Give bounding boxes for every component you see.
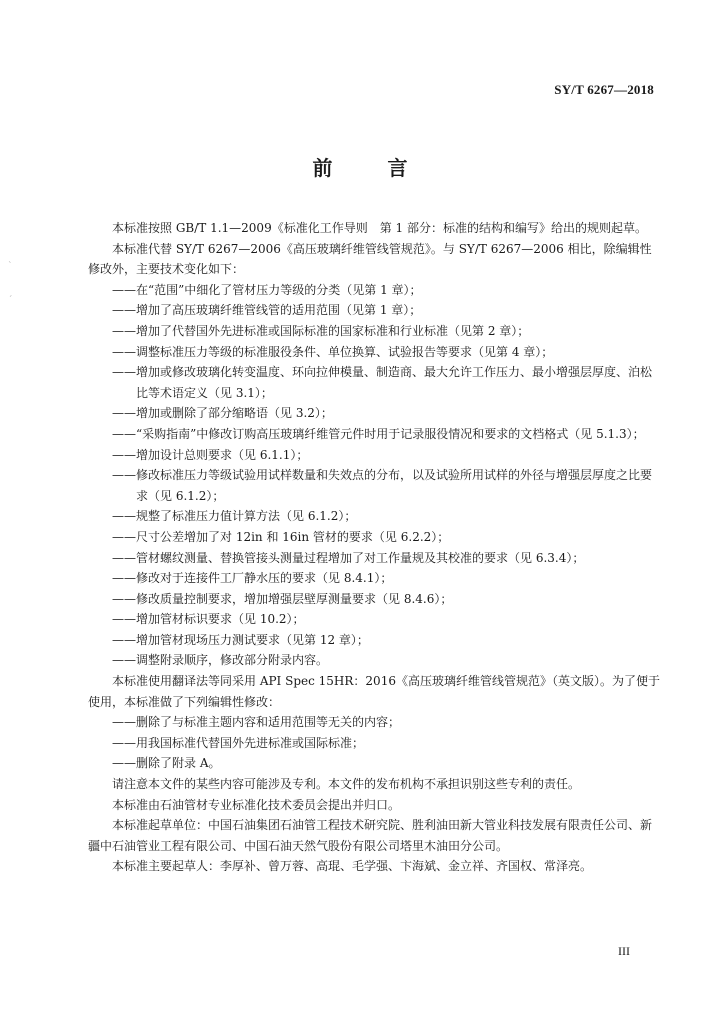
drafting-units-paragraph: 本标准起草单位：中国石油集团石油管工程技术研究院、胜利油田新大管业科技发展有限责任公司、新疆中石油管业工程有限公司、中国石油天然气股份有限公司塔里木油田分公司。: [88, 818, 653, 853]
list-item: ——管材螺纹测量、替换管接头测量过程增加了对工作量规及其校准的要求（见 6.3.4）；: [112, 550, 585, 565]
editorial-changes-list: [88, 712, 660, 774]
page-number: III: [618, 944, 630, 958]
list-item: ——用我国标准代替国外先进标准或国际标准；: [112, 735, 365, 750]
page-title: 前 言: [312, 156, 432, 180]
standard-code: SY/T 6267—2018: [554, 82, 654, 97]
list-item: ——删除了与标准主题内容和适用范围等无关的内容；: [112, 715, 401, 730]
list-item: ——尺寸公差增加了对 12in 和 16in 管材的要求（见 6.2.2）；: [112, 529, 450, 544]
list-item: ——调整标准压力等级的标准服役条件、单位换算、试验报告等要求（见第 4 章）；: [112, 344, 554, 359]
patent-notice: 请注意本文件的某些内容可能涉及专利。本文件的发布机构不承担识别这些专利的责任。: [112, 777, 581, 792]
list-item: ——修改对于连接件工厂静水压的要求（见 8.4.1）；: [112, 571, 393, 586]
list-item: ——增加管材标识要求（见 10.2）；: [112, 612, 305, 627]
list-item: ——增加管材现场压力测试要求（见第 12 章）；: [112, 632, 369, 647]
list-item: ——修改质量控制要求，增加增强层壁厚测量要求（见 8.4.6）；: [112, 591, 453, 606]
list-item: ——增加了代替国外先进标准或国际标准的国家标准和行业标准（见第 2 章）；: [112, 323, 530, 338]
list-item: ——增加或删除了部分缩略语（见 3.2）；: [112, 406, 333, 421]
drafters-paragraph: 本标准主要起草人：李厚补、曾万蓉、高琨、毛学强、卞海斌、金立祥、齐国权、常泽亮。: [112, 859, 593, 874]
list-item: ——规整了标准压力值计算方法（见 6.1.2）；: [112, 509, 357, 524]
scan-mark: ˋ: [8, 262, 13, 272]
list-item: ——删除了附录 A。: [112, 756, 221, 771]
scan-mark: ˊ: [8, 296, 13, 306]
technical-changes-list: [88, 280, 660, 671]
list-item: ——在“范围”中细化了管材压力等级的分类（见第 1 章）；: [112, 282, 422, 297]
adoption-paragraph: 本标准使用翻译法等同采用 API Spec 15HR：2016《高压玻璃纤维管线管规范》（英文版）。为了便于使用，本标准做了下列编辑性修改：: [88, 674, 660, 709]
foreword-body: [88, 218, 660, 877]
proposer-paragraph: 本标准由石油管材专业标准化技术委员会提出并归口。: [112, 797, 401, 812]
replacement-paragraph: 本标准代替 SY/T 6267—2006《高压玻璃纤维管线管规范》。与 SY/T 6267—2006 相比，除编辑性修改外，主要技术变化如下：: [88, 241, 652, 277]
drafting-rule-paragraph: 本标准按照 GB/T 1.1—2009《标准化工作导则 第 1 部分：标准的结构和编写》给出的规则起草。: [112, 221, 647, 235]
list-item: ——“采购指南”中修改订购高压玻璃纤维管元件时用于记录服役情况和要求的文档格式（见 5.1.3）；: [112, 426, 645, 441]
list-item: ——增加设计总则要求（见 6.1.1）；: [112, 447, 309, 462]
list-item: ——增加了高压玻璃纤维管线管的适用范围（见第 1 章）；: [112, 303, 422, 318]
list-item: ——增加或修改玻璃化转变温度、环向拉伸模量、制造商、最大允许工作压力、最小增强层厚度、泊松比等术语定义（见 3.1）；: [112, 365, 653, 400]
list-item: ——修改标准压力等级试验用试样数量和失效点的分布，以及试验所用试样的外径与增强层厚度之比要求（见 6.1.2）；: [112, 468, 653, 503]
list-item: ——调整附录顺序，修改部分附录内容。: [112, 653, 329, 668]
